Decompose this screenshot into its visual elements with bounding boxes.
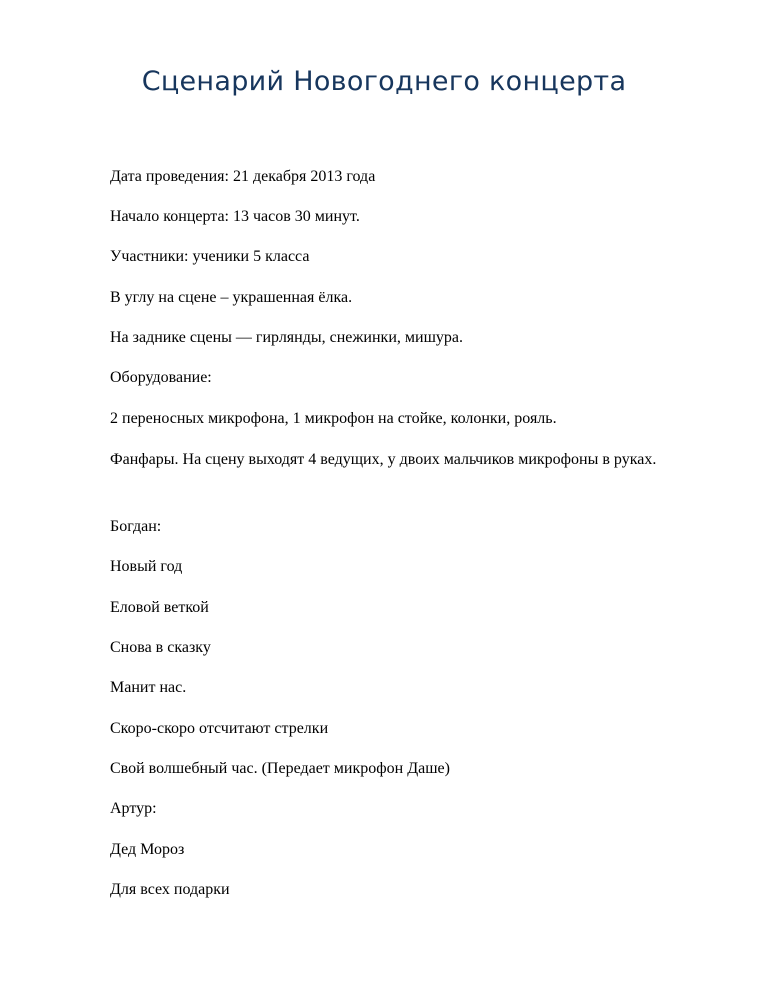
paragraph-equipment-heading: Оборудование: <box>110 369 212 386</box>
verse-line: Для всех подарки <box>110 881 230 898</box>
speaker-bogdan: Богдан: <box>110 518 162 535</box>
paragraph-participants: Участники: ученики 5 класса <box>110 248 310 265</box>
verse-line: Снова в сказку <box>110 639 211 656</box>
speaker-artur: Артур: <box>110 800 157 817</box>
paragraph-date: Дата проведения: 21 декабря 2013 года <box>110 168 376 185</box>
paragraph-backdrop: На заднике сцены — гирлянды, снежинки, мишура. <box>110 329 463 346</box>
verse-line: Новый год <box>110 558 183 575</box>
document-title: Сценарий Новогоднего концерта <box>141 66 627 97</box>
paragraph-tree: В углу на сцене – украшенная ёлка. <box>110 289 353 306</box>
paragraph-equipment-list: 2 переносных микрофона, 1 микрофон на стойке, колонки, рояль. <box>110 410 557 427</box>
verse-line: Еловой веткой <box>110 599 209 616</box>
verse-line: Скоро-скоро отсчитают стрелки <box>110 720 329 737</box>
verse-line: Дед Мороз <box>110 841 185 858</box>
paragraph-fanfare: Фанфары. На сцену выходят 4 ведущих, у двоих мальчиков микрофоны в руках. <box>110 451 657 468</box>
verse-line: Свой волшебный час. (Передает микрофон Даше) <box>110 760 450 777</box>
paragraph-start-time: Начало концерта: 13 часов 30 минут. <box>110 208 360 225</box>
verse-line: Манит нас. <box>110 679 187 696</box>
